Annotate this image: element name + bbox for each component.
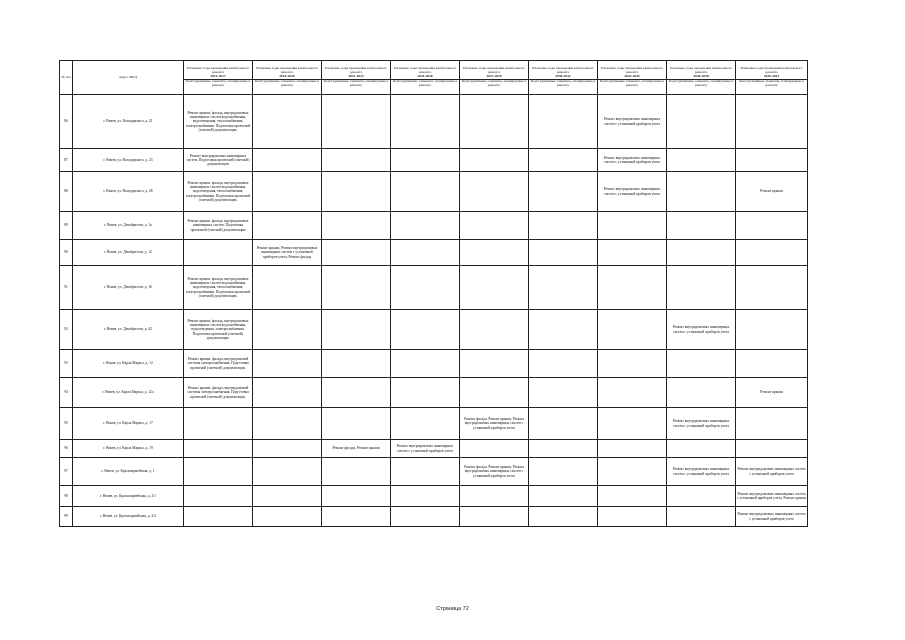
period-title: Плановые годы проведения капитального ремонта	[740, 66, 803, 75]
repair-works-cell	[391, 350, 460, 378]
repair-works-cell	[736, 266, 808, 310]
repair-works-cell: Ремонт внутридомовых инженерных систем с установкой приборов учета	[667, 458, 736, 486]
repair-works-cell	[253, 172, 322, 212]
repair-works-cell: Ремонт внутридомовых инженерных систем с установкой приборов учета	[598, 95, 667, 149]
column-header-period	[184, 61, 253, 95]
period-subtitle: Конструктивные элементы, планируемые к ремонту	[392, 78, 458, 87]
repair-works-cell	[322, 350, 391, 378]
column-header-period	[460, 61, 529, 95]
period-years: 2027-2029	[486, 74, 502, 79]
table-row	[60, 149, 808, 172]
repair-works-cell	[598, 408, 667, 440]
repair-works-cell	[391, 149, 460, 172]
repair-works-cell	[391, 458, 460, 486]
repair-works-cell	[529, 310, 598, 350]
period-title: Плановые годы проведения капитального ремонта	[324, 66, 388, 75]
period-years: 2036-2038	[693, 74, 709, 79]
repair-works-cell	[391, 172, 460, 212]
repair-works-cell	[322, 310, 391, 350]
row-address: г. Венев, ул. Карла Маркса, д. 12	[73, 350, 184, 378]
period-subtitle: Конструктивные элементы, планируемые к ремонту	[185, 78, 251, 87]
repair-works-cell	[460, 240, 529, 266]
row-number: 86	[60, 95, 73, 149]
repair-works-cell	[529, 486, 598, 507]
period-title: Плановые годы проведения капитального ремонта	[186, 66, 250, 75]
table-row	[60, 172, 808, 212]
row-address: г. Венев, ул. Карла Маркса, д. 12а	[73, 378, 184, 408]
repair-works-cell	[736, 310, 808, 350]
table-row	[60, 486, 808, 507]
table-row	[60, 408, 808, 440]
period-title: Плановые годы проведения капитального ремонта	[600, 66, 664, 75]
table-row	[60, 266, 808, 310]
repair-works-cell	[391, 486, 460, 507]
period-subtitle: Конструктивные элементы, планируемые к ремонту	[254, 78, 320, 87]
row-address: г. Венев, ул. Карла Маркса, д. 19	[73, 440, 184, 458]
period-years: 2021-2023	[348, 74, 364, 79]
repair-works-cell	[667, 350, 736, 378]
repair-works-cell	[460, 486, 529, 507]
repair-works-cell	[529, 149, 598, 172]
period-subtitle: Конструктивные элементы, планируемые к ремонту	[599, 78, 665, 87]
repair-works-cell: Ремонт крыши	[736, 378, 808, 408]
repair-works-cell	[529, 212, 598, 240]
column-header-period	[391, 61, 460, 95]
column-header-period	[529, 61, 598, 95]
repair-works-cell: Ремонт фасада, Ремонт крыши	[322, 440, 391, 458]
repair-works-cell	[736, 440, 808, 458]
period-years: 2018-2020	[279, 74, 295, 79]
repair-works-cell	[322, 212, 391, 240]
repair-works-cell	[598, 440, 667, 458]
period-subtitle: Конструктивные элементы, планируемые к ремонту	[736, 79, 807, 88]
repair-works-cell	[460, 507, 529, 527]
repair-works-cell	[253, 95, 322, 149]
repair-works-cell	[322, 458, 391, 486]
repair-works-cell: Ремонт внутридомовых инженерных систем с установкой приборов учета	[736, 507, 808, 527]
period-years: 2039-2041	[763, 74, 780, 79]
repair-works-cell: Ремонт внутридомовых инженерных систем с установкой приборов учета, Ремонт крыши	[736, 486, 808, 507]
repair-works-cell	[667, 172, 736, 212]
repair-works-cell	[529, 240, 598, 266]
repair-works-cell	[253, 408, 322, 440]
repair-works-cell	[184, 458, 253, 486]
row-number: 97	[60, 458, 73, 486]
repair-works-cell	[184, 240, 253, 266]
repair-works-cell	[667, 486, 736, 507]
row-address: г. Венев, ул. Декабристов, д. 1а	[73, 212, 184, 240]
row-number: 99	[60, 507, 73, 527]
repair-works-cell	[529, 172, 598, 212]
period-title: Плановые годы проведения капитального ремонта	[393, 66, 457, 75]
row-number: 94	[60, 378, 73, 408]
column-header-period	[253, 61, 322, 95]
repair-works-cell	[598, 507, 667, 527]
row-number: 90	[60, 240, 73, 266]
repair-works-cell	[460, 440, 529, 458]
repair-works-cell	[322, 408, 391, 440]
repair-works-cell	[598, 350, 667, 378]
repair-works-cell	[667, 266, 736, 310]
repair-works-cell	[322, 149, 391, 172]
period-subtitle: Конструктивные элементы, планируемые к ремонту	[323, 78, 389, 87]
repair-works-cell: Ремонт крыши, Ремонт внутридомовых инженерных систем с установкой приборов учета, Ремонт фасада	[253, 240, 322, 266]
row-number: 95	[60, 408, 73, 440]
repair-works-cell	[598, 240, 667, 266]
repair-works-cell	[391, 212, 460, 240]
repair-works-cell	[736, 212, 808, 240]
repair-works-cell	[598, 486, 667, 507]
repair-works-cell	[253, 458, 322, 486]
repair-works-cell	[322, 172, 391, 212]
repair-works-cell	[253, 507, 322, 527]
repair-works-cell	[736, 240, 808, 266]
repair-works-cell	[736, 408, 808, 440]
repair-works-cell	[529, 458, 598, 486]
table-row	[60, 440, 808, 458]
repair-works-cell	[253, 440, 322, 458]
repair-works-cell	[184, 486, 253, 507]
column-header-period	[598, 61, 667, 95]
repair-works-cell	[460, 172, 529, 212]
period-years: 2014-2017	[210, 74, 226, 79]
column-header-address: Адрес МКД	[73, 61, 184, 95]
repair-works-cell: Ремонт внутридомовых инженерных систем. Подготовка проектной (сметной) документации	[184, 149, 253, 172]
period-subtitle: Конструктивные элементы, планируемые к ремонту	[530, 78, 596, 87]
row-number: 98	[60, 486, 73, 507]
repair-works-cell	[253, 212, 322, 240]
repair-works-cell	[598, 266, 667, 310]
table-header-row	[60, 61, 808, 95]
repair-works-cell	[598, 458, 667, 486]
period-years: 2024-2026	[417, 74, 433, 79]
period-years: 2033-2035	[624, 74, 640, 79]
repair-works-cell: Ремонт крыши, фасада, внутридомовых инженерных систем водоснабжения, водоотведения, теплоснабжения, электроснабжения. Подготовка проектной (сметной) документации.	[184, 172, 253, 212]
repair-works-cell	[460, 378, 529, 408]
repair-works-cell	[667, 440, 736, 458]
repair-works-cell	[460, 95, 529, 149]
repair-works-cell	[253, 378, 322, 408]
row-address: г. Венев, ул. Володарского, д. 21	[73, 95, 184, 149]
page-number: Страница 72	[436, 606, 469, 612]
repair-works-cell	[391, 408, 460, 440]
repair-works-cell	[184, 440, 253, 458]
repair-works-cell	[529, 266, 598, 310]
repair-works-cell	[667, 212, 736, 240]
column-header-period	[736, 61, 808, 95]
repair-works-cell: Ремонт внутридомовых инженерных систем с установкой приборов учета	[667, 310, 736, 350]
repair-works-cell	[253, 310, 322, 350]
row-number: 93	[60, 350, 73, 378]
repair-works-cell	[529, 350, 598, 378]
repair-works-cell	[667, 507, 736, 527]
row-number: 92	[60, 310, 73, 350]
repair-works-cell	[460, 149, 529, 172]
repair-works-cell	[322, 486, 391, 507]
repair-works-cell	[598, 212, 667, 240]
repair-works-cell	[391, 240, 460, 266]
row-address: г. Венев, ул. Карла Маркса, д. 17	[73, 408, 184, 440]
table-row	[60, 350, 808, 378]
period-title: Плановые годы проведения капитального ремонта	[462, 66, 526, 75]
repair-works-cell	[667, 149, 736, 172]
row-address: г. Венев, ул. Красноармейская, д. 1	[73, 458, 184, 486]
column-header-period	[667, 61, 736, 95]
row-address: г. Венев, ул. Володарского, д. 23	[73, 149, 184, 172]
repair-works-cell	[667, 95, 736, 149]
table-row	[60, 458, 808, 486]
table-row	[60, 95, 808, 149]
row-address: г. Венев, ул. Красноармейская, д. 2/1	[73, 486, 184, 507]
repair-works-cell: Ремонт внутридомовых инженерных систем с установкой приборов учета	[598, 172, 667, 212]
repair-works-cell	[460, 266, 529, 310]
repair-works-cell: Ремонт крыши, фасада, внутридомовых инженерных систем водоснабжения, водоотведения, теплоснабжения, электроснабжения. Подготовка проектной (сметной) документации.	[184, 266, 253, 310]
repair-works-cell	[736, 149, 808, 172]
row-number: 89	[60, 212, 73, 240]
repair-works-cell: Ремонт крыши	[736, 172, 808, 212]
repair-works-cell	[391, 507, 460, 527]
repair-works-cell	[529, 507, 598, 527]
period-title: Плановые годы проведения капитального ремонта	[531, 66, 595, 75]
repair-works-cell	[322, 507, 391, 527]
repair-works-cell	[529, 378, 598, 408]
period-subtitle: Конструктивные элементы, планируемые к ремонту	[461, 78, 527, 87]
repair-works-cell	[529, 440, 598, 458]
row-address: г. Венев, ул. Красноармейская, д. 2/2	[73, 507, 184, 527]
repair-works-cell	[391, 310, 460, 350]
repair-works-cell	[460, 350, 529, 378]
repair-works-cell	[460, 212, 529, 240]
repair-works-cell: Ремонт внутридомовых инженерных систем с установкой приборов учета	[391, 440, 460, 458]
repair-works-cell	[598, 310, 667, 350]
table-row	[60, 378, 808, 408]
repair-works-cell	[184, 507, 253, 527]
repair-works-cell	[184, 408, 253, 440]
repair-works-cell: Ремонт внутридомовых инженерных систем с установкой приборов учета	[598, 149, 667, 172]
repair-works-cell	[253, 350, 322, 378]
row-number: 88	[60, 172, 73, 212]
repair-works-cell	[667, 240, 736, 266]
repair-works-cell: Ремонт внутридомовых инженерных систем с установкой приборов учета	[667, 408, 736, 440]
repair-works-cell	[322, 378, 391, 408]
repair-works-cell	[598, 378, 667, 408]
repair-works-cell	[391, 378, 460, 408]
repair-works-cell	[529, 95, 598, 149]
repair-works-cell: Ремонт крыши, фасада, внутридомовых инженерных систем водоснабжения, водоотведения, электроснабжения. Подготовка проектной (сметной) документации.	[184, 310, 253, 350]
period-title: Плановые годы проведения капитального ремонта	[669, 66, 733, 75]
column-header-number: № п/п	[60, 61, 73, 95]
row-address: г. Венев, ул. Декабристов, д. 12	[73, 240, 184, 266]
repair-works-cell	[322, 95, 391, 149]
column-header-period	[322, 61, 391, 95]
repair-works-cell: Ремонт крыши, фасада, внутридомовой системы электроснабжения. Подготовка проектной (сметной) документации.	[184, 378, 253, 408]
repair-works-cell	[529, 408, 598, 440]
period-subtitle: Конструктивные элементы, планируемые к ремонту	[668, 78, 734, 87]
repair-works-cell: Ремонт внутридомовых инженерных систем с установкой приборов учета	[736, 458, 808, 486]
repair-works-cell	[253, 486, 322, 507]
repair-works-cell	[322, 240, 391, 266]
table-row	[60, 212, 808, 240]
repair-works-cell	[253, 266, 322, 310]
repair-works-cell	[253, 149, 322, 172]
row-number: 96	[60, 440, 73, 458]
repair-works-cell: Ремонт крыши, фасада, внутридомовых инженерных систем. Подготовка проектной (сметной) документации	[184, 212, 253, 240]
table-row	[60, 310, 808, 350]
repair-works-cell	[736, 95, 808, 149]
repair-works-cell	[460, 310, 529, 350]
row-address: г. Венев, ул. Декабристов, д. 42	[73, 310, 184, 350]
repair-works-cell: Ремонт крыши, фасада, внутридомовых инженерных систем водоснабжения, водоотведения, теплоснабжения, электроснабжения. Подготовка проектной (сметной) документации.	[184, 95, 253, 149]
row-number: 87	[60, 149, 73, 172]
period-title: Плановые годы проведения капитального ремонта	[255, 66, 319, 75]
capital-repair-table	[59, 60, 808, 527]
repair-works-cell	[667, 378, 736, 408]
table-row	[60, 507, 808, 527]
repair-works-cell: Ремонт фасада, Ремонт крыши, Ремонт внутридомовых инженерных систем с установкой приборов учета	[460, 408, 529, 440]
repair-works-cell: Ремонт фасада, Ремонт крыши, Ремонт внутридомовых инженерных систем с установкой приборов учета	[460, 458, 529, 486]
row-address: г. Венев, ул. Декабристов, д. 16	[73, 266, 184, 310]
period-years: 2030-2032	[555, 74, 571, 79]
row-number: 91	[60, 266, 73, 310]
row-address: г. Венев, ул. Володарского, д. 28	[73, 172, 184, 212]
repair-works-cell	[391, 266, 460, 310]
repair-works-cell	[322, 266, 391, 310]
repair-works-cell: Ремонт крыши, фасада, внутридомовой системы электроснабжения. Подготовка проектной (сметной) документации.	[184, 350, 253, 378]
repair-works-cell	[736, 350, 808, 378]
table-row	[60, 240, 808, 266]
repair-works-cell	[391, 95, 460, 149]
